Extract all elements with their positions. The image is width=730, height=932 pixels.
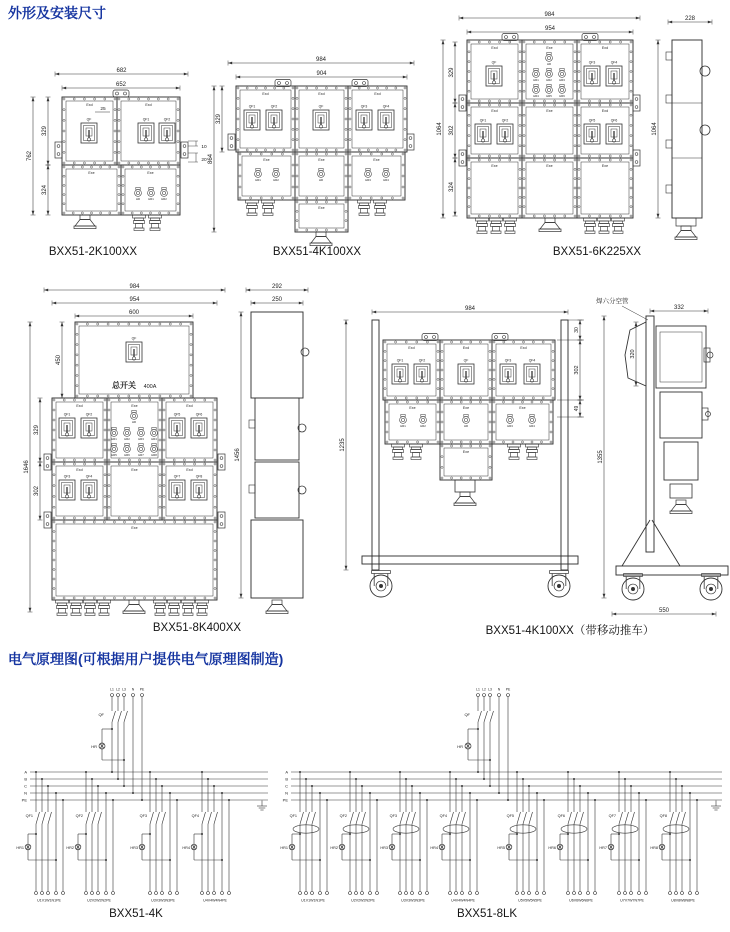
- drawing-8k400xx: [24, 284, 309, 615]
- compartment-type-label: Exd: [601, 109, 609, 113]
- lamp-label: HR2: [66, 846, 74, 850]
- incoming-terminal-label: L3: [122, 687, 126, 692]
- dimension-label: 1456: [235, 448, 242, 462]
- lamp-label: HR3: [365, 178, 371, 182]
- breaker-label: QF3: [360, 104, 368, 109]
- compartment-type-label: Exe: [462, 406, 470, 410]
- terminal-label: U4V4W4N4PE: [451, 898, 475, 903]
- lamp-label: HR4: [533, 94, 539, 98]
- lamp-label: HR5: [546, 94, 552, 98]
- breaker-label: QF4: [191, 814, 199, 818]
- schematic-caption-4k: BXX51-4K: [109, 908, 163, 920]
- dimension-label: 652: [115, 82, 127, 89]
- terminal-label: U1V1W1N1PE: [301, 898, 325, 903]
- breaker-label: QF3: [63, 474, 71, 479]
- breaker-label: QF2: [339, 814, 347, 818]
- incoming-terminal-label: L2: [116, 687, 120, 692]
- lamp-label: HR3: [559, 78, 565, 82]
- bus-label: B: [285, 776, 288, 782]
- lamp-label: HR2: [124, 437, 130, 441]
- breaker-label: QF1: [248, 104, 256, 109]
- dimension-label: 329: [42, 125, 49, 137]
- lamp-label: HR1: [400, 424, 406, 428]
- compartment-type-label: Exe: [318, 206, 325, 210]
- dimension-label: 984: [544, 12, 555, 19]
- incoming-terminal-label: L2: [482, 687, 486, 692]
- breaker-label: QF4: [382, 104, 390, 109]
- bus-label: N: [24, 790, 27, 796]
- incoming-terminal-label: N: [497, 687, 501, 692]
- breaker-label: QF5: [506, 814, 514, 818]
- lamp-label: HR: [131, 420, 137, 424]
- lamp-label: HR1: [255, 178, 261, 182]
- breaker-label: QF6: [557, 814, 565, 818]
- breaker-label: QF: [491, 60, 497, 65]
- lamp-label: HR1: [148, 197, 154, 201]
- compartment-type-label: Exd: [491, 109, 498, 113]
- compartment-type-label: Exe: [491, 164, 498, 168]
- compartment-type-label: Exe: [546, 164, 553, 168]
- lamp-label: HR3: [380, 846, 388, 850]
- breaker-label: QF6: [195, 412, 203, 417]
- breaker-label: QF1: [479, 118, 487, 123]
- compartment-type-label: Exd: [462, 346, 470, 350]
- dimension-label: 324: [42, 184, 49, 196]
- bus-label: PE: [282, 797, 288, 803]
- dimension-label: 450: [56, 354, 63, 366]
- compartment-type-label: Exd: [186, 404, 193, 408]
- breaker-label: QF7: [173, 474, 181, 479]
- breaker-label: QF4: [439, 814, 447, 818]
- lamp-label: HR: [91, 744, 97, 749]
- bus-label: A: [24, 769, 27, 775]
- compartment-type-label: Exe: [131, 468, 138, 472]
- dimension-label: 550: [658, 608, 670, 615]
- dimension-label: 984: [315, 57, 327, 64]
- dimension-label: 954: [544, 26, 556, 33]
- bus-label: C: [285, 783, 288, 789]
- lamp-label: HR2: [161, 197, 167, 201]
- model-caption-8k400xx: BXX51-8K400XX: [152, 622, 242, 634]
- compartment-type-label: Exe: [147, 171, 154, 175]
- main-switch-label: 总开关: [112, 381, 136, 390]
- lamp-label: HR8: [151, 453, 157, 457]
- lamp-label: HR8: [650, 846, 658, 850]
- dimension-label: 332: [673, 305, 685, 312]
- compartment-type-label: Exe: [88, 171, 95, 175]
- breaker-label: QF: [86, 117, 92, 122]
- dimension-label: 49: [574, 405, 581, 412]
- dimension-label: 30: [574, 327, 581, 333]
- lamp-label: HR6: [548, 846, 556, 850]
- breaker-label: QF1: [289, 814, 297, 818]
- lamp-label: HR6: [124, 453, 130, 457]
- breaker-label: QF2: [501, 118, 509, 123]
- model-caption-2k100xx: BXX51-2K100XX: [48, 246, 138, 258]
- main-switch-rating: 400A: [143, 384, 157, 390]
- bus-label: C: [24, 783, 27, 789]
- dimension-label: 302: [34, 485, 41, 497]
- dimension-label: 762: [27, 150, 34, 162]
- lamp-label: HR4: [383, 178, 389, 182]
- dimension-label: 25: [100, 107, 106, 112]
- drawing-4k100xx: [208, 57, 414, 245]
- dimension-label: 864: [208, 153, 215, 165]
- incoming-terminal-label: L1: [476, 687, 480, 692]
- dimension-label: 250: [271, 297, 283, 304]
- breaker-label: QF2: [163, 117, 171, 122]
- breaker-label: QF2: [418, 358, 426, 363]
- incoming-terminal-label: N: [131, 687, 135, 692]
- compartment-type-label: Exd: [262, 92, 269, 96]
- breaker-label: QF6: [610, 118, 618, 123]
- compartment-type-label: Exd: [408, 346, 415, 350]
- terminal-label: U7V7W7N7PE: [620, 898, 644, 903]
- compartment-type-label: Exd: [374, 92, 381, 96]
- model-caption-4k100xx: BXX51-4K100XX: [272, 246, 362, 258]
- terminal-label: U6V6W6N6PE: [569, 898, 593, 903]
- breaker-label: QF3: [389, 814, 397, 818]
- breaker-label: QF8: [195, 474, 203, 479]
- breaker-label: QF7: [608, 814, 616, 818]
- terminal-label: U1V1W1N1PE: [37, 898, 61, 903]
- dimension-label: 20: [201, 158, 207, 163]
- dimension-label: 682: [116, 68, 127, 75]
- schematic-caption-8lk: BXX51-8LK: [456, 908, 518, 920]
- incoming-terminal-label: L3: [488, 687, 492, 692]
- compartment-type-label: Exe: [373, 158, 380, 162]
- compartment-type-label: Exd: [76, 404, 83, 408]
- lamp-label: HR7: [138, 453, 144, 457]
- breaker-label: QF4: [610, 60, 618, 65]
- dimension-label: 984: [464, 306, 476, 313]
- breaker-label: QF3: [504, 358, 512, 363]
- section-title-dimensions: 外形及安装尺寸: [8, 5, 106, 21]
- breaker-label: QF: [318, 104, 324, 109]
- breaker-label: QF: [463, 358, 469, 363]
- dimension-label: 1355: [598, 450, 605, 464]
- drawing-6k225xx: [437, 12, 712, 239]
- lamp-label: HR7: [599, 846, 607, 850]
- breaker-label: QF5: [588, 118, 596, 123]
- dimension-label: 329: [34, 424, 41, 436]
- dimension-label: 302: [574, 365, 581, 375]
- breaker-label: QF4: [85, 474, 93, 479]
- schematic-8lk: [280, 688, 722, 903]
- lamp-label: HR1: [533, 78, 539, 82]
- terminal-label: U3V3W3N3PE: [401, 898, 425, 903]
- bus-label: A: [285, 769, 288, 775]
- compartment-type-label: Exd: [491, 46, 498, 50]
- welded-pipe-note: 焊六分空管: [596, 298, 629, 305]
- dimension-label: 228: [684, 16, 696, 23]
- dimension-label: 1064: [652, 122, 659, 136]
- model-caption-6k225xx: BXX51-6K225XX: [552, 246, 642, 258]
- schematic-4k: [16, 688, 268, 903]
- lamp-label: HR3: [507, 424, 513, 428]
- bus-label: PE: [21, 797, 27, 803]
- lamp-label: HR: [135, 197, 141, 201]
- lamp-label: HR1: [111, 437, 117, 441]
- breaker-label: QF: [464, 712, 470, 717]
- dimension-label: 292: [271, 284, 283, 291]
- lamp-label: HR3: [138, 437, 144, 441]
- lamp-label: HR: [457, 744, 463, 749]
- dimension-label: 329: [449, 67, 456, 78]
- lamp-label: HR1: [280, 846, 288, 850]
- dimension-label: 984: [129, 284, 140, 291]
- bus-label: B: [24, 776, 27, 782]
- dimension-label: 302: [449, 125, 456, 136]
- breaker-label: QF2: [85, 412, 93, 417]
- dimension-label: 329: [216, 113, 223, 125]
- lamp-label: HR: [463, 424, 469, 428]
- dimension-label: 1646: [24, 460, 31, 474]
- lamp-label: HR2: [273, 178, 279, 182]
- dimension-label: 904: [316, 71, 327, 78]
- model-caption-4k100xx-cart: BXX51-4K100XX（带移动推车）: [485, 625, 655, 637]
- lamp-label: HR4: [529, 424, 535, 428]
- terminal-label: U8V8W8N8PE: [671, 898, 695, 903]
- compartment-type-label: Exd: [86, 103, 93, 107]
- breaker-label: QF2: [75, 814, 83, 818]
- compartment-type-label: Exd: [186, 468, 193, 472]
- breaker-label: QF8: [659, 814, 667, 818]
- drawing-4k100xx-cart: [340, 296, 728, 617]
- dimension-label: 600: [128, 310, 140, 317]
- dimension-label: 324: [449, 181, 456, 193]
- terminal-label: U2V2W2N2PE: [351, 898, 375, 903]
- terminal-label: U5V5W5N5PE: [518, 898, 542, 903]
- breaker-label: QF2: [270, 104, 278, 109]
- lamp-label: HR1: [16, 846, 24, 850]
- compartment-type-label: Exe: [519, 406, 526, 410]
- lamp-label: HR4: [430, 846, 438, 850]
- compartment-type-label: Exd: [76, 468, 83, 472]
- compartment-type-label: Exe: [318, 158, 325, 162]
- section-title-schematic: 电气原理图(可根据用户提供电气原理图制造): [8, 651, 284, 667]
- compartment-type-label: Exd: [145, 103, 152, 107]
- compartment-type-label: Exe: [131, 404, 138, 408]
- terminal-label: U2V2W2N2PE: [87, 898, 111, 903]
- lamp-label: HR2: [420, 424, 426, 428]
- compartment-type-label: Exd: [318, 92, 325, 96]
- dimension-label: 954: [129, 297, 140, 304]
- breaker-label: QF4: [528, 358, 536, 363]
- lamp-label: HR2: [330, 846, 338, 850]
- breaker-label: QF1: [25, 814, 33, 818]
- dimension-label: 1235: [340, 438, 347, 452]
- lamp-label: HR5: [111, 453, 117, 457]
- breaker-label: QF3: [588, 60, 596, 65]
- incoming-terminal-label: PE: [505, 687, 511, 692]
- compartment-type-label: Exe: [546, 109, 553, 113]
- lamp-label: HR2: [546, 78, 552, 82]
- bus-label: N: [285, 790, 288, 796]
- compartment-type-label: Exd: [601, 46, 609, 50]
- lamp-label: HR5: [497, 846, 505, 850]
- compartment-type-label: Exe: [131, 526, 138, 530]
- breaker-label: QF5: [173, 412, 181, 417]
- breaker-label: QF1: [63, 412, 71, 417]
- compartment-type-label: Exd: [520, 346, 527, 350]
- compartment-type-label: Exe: [462, 450, 470, 454]
- lamp-label: HR4: [151, 437, 157, 441]
- dimension-label: 320: [630, 349, 637, 359]
- compartment-type-label: Exe: [601, 164, 609, 168]
- breaker-label: QF3: [139, 814, 147, 818]
- terminal-label: U4V4W4N4PE: [203, 898, 227, 903]
- compartment-type-label: Exe: [263, 158, 270, 162]
- breaker-label: QF1: [396, 358, 404, 363]
- dimension-label: 1064: [437, 122, 444, 136]
- lamp-label: HR: [318, 178, 324, 182]
- compartment-type-label: Exe: [409, 406, 416, 410]
- compartment-type-label: Exe: [546, 46, 553, 50]
- lamp-label: HR: [546, 62, 552, 66]
- lamp-label: HR4: [182, 846, 190, 850]
- lamp-label: HR3: [130, 846, 138, 850]
- breaker-label: QF1: [142, 117, 150, 122]
- drawing-2k100xx: [27, 68, 207, 230]
- incoming-terminal-label: PE: [139, 687, 145, 692]
- dimension-label: 10: [201, 145, 207, 150]
- lamp-label: HR6: [559, 94, 565, 98]
- breaker-label: QF: [98, 712, 104, 717]
- terminal-label: U3V3W3N3PE: [151, 898, 175, 903]
- breaker-label: QF: [131, 336, 137, 341]
- incoming-terminal-label: L1: [110, 687, 114, 692]
